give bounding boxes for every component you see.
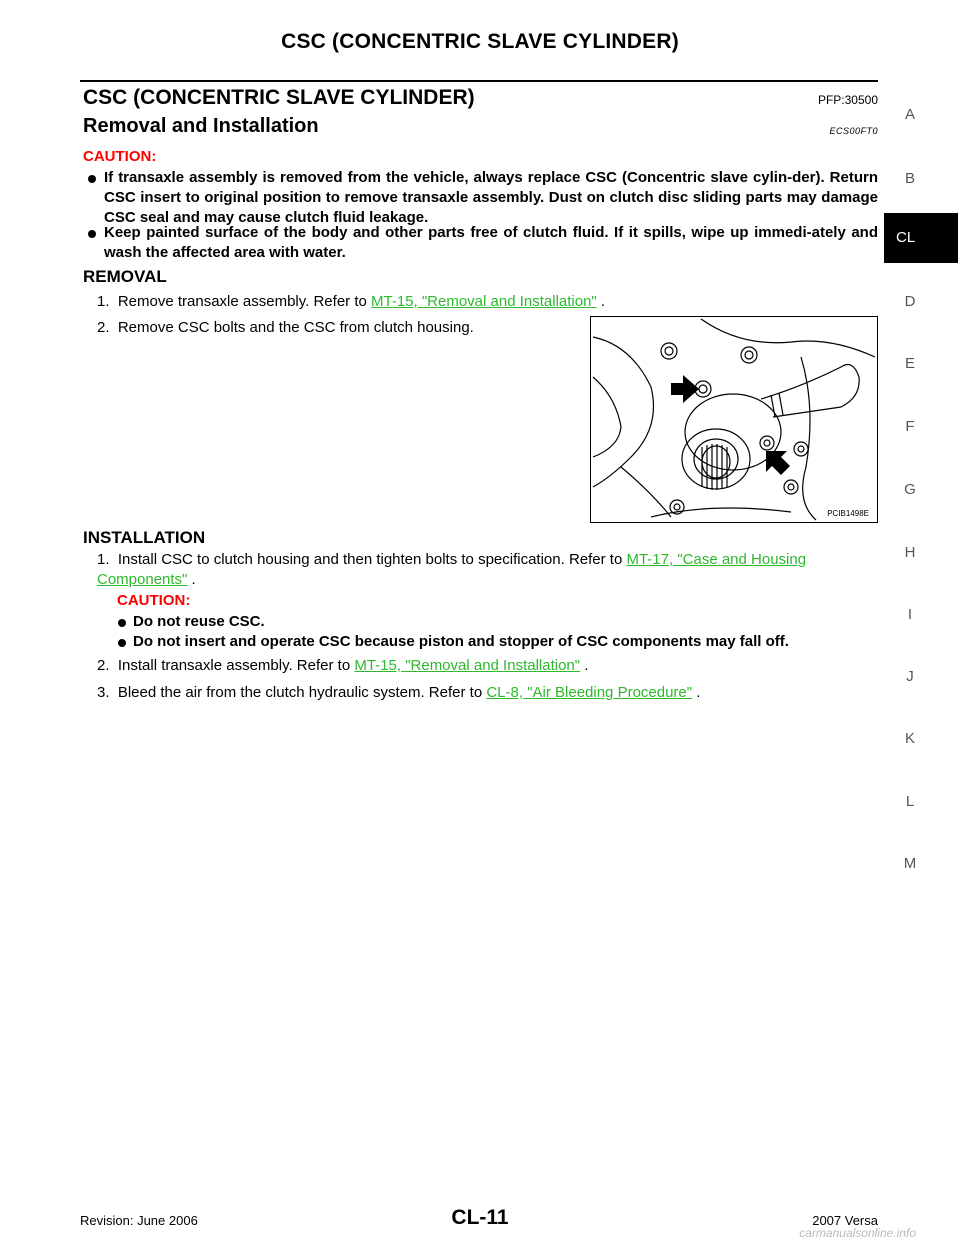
step-text: 3. Bleed the air from the clutch hydraulic system. Refer to <box>97 684 487 701</box>
caution-label: CAUTION: <box>83 148 157 165</box>
installation-caution-1: Do not reuse CSC. <box>133 613 265 630</box>
step-suffix: . <box>580 657 589 674</box>
link-mt17-housing[interactable]: MT-17, "Case and Housing Components" <box>97 551 807 588</box>
side-index-k[interactable]: K <box>904 730 915 747</box>
link-mt15-removal-2[interactable]: MT-15, "Removal and Installation" <box>354 657 581 674</box>
footer-revision: Revision: June 2006 <box>80 1213 198 1228</box>
side-index-f[interactable]: F <box>905 418 915 435</box>
section-title: Removal and Installation <box>83 115 319 137</box>
step-suffix: . <box>596 293 606 310</box>
side-index-l[interactable]: L <box>905 793 915 810</box>
part-code: PFP:30500 <box>817 93 878 107</box>
installation-heading: INSTALLATION <box>83 528 206 547</box>
bullet-dot <box>88 175 96 183</box>
link-cl8-bleeding[interactable]: CL-8, "Air Bleeding Procedure" <box>486 684 693 701</box>
installation-step-2 <box>97 656 588 676</box>
step-suffix: . <box>187 571 196 588</box>
footer-model: 2007 Versa <box>812 1213 878 1228</box>
side-index-e[interactable]: E <box>904 355 915 372</box>
side-index-i[interactable]: I <box>907 606 913 623</box>
section-code: ECS00FT0 <box>829 126 878 136</box>
side-index-a[interactable]: A <box>904 106 915 123</box>
removal-heading: REMOVAL <box>83 267 167 286</box>
side-index-b[interactable]: B <box>904 170 915 187</box>
side-index-g[interactable]: G <box>904 481 916 498</box>
removal-step-2: 2. Remove CSC bolts and the CSC from clutch housing. <box>97 319 474 336</box>
installation-caution-label: CAUTION: <box>117 592 191 609</box>
footer-page-number: CL-11 <box>451 1206 509 1229</box>
step-text: 1. Remove transaxle assembly. Refer to <box>97 293 371 310</box>
side-index-d[interactable]: D <box>904 293 916 310</box>
document-title: CSC (CONCENTRIC SLAVE CYLINDER) <box>83 86 475 109</box>
installation-step-1 <box>97 550 878 590</box>
csc-illustration <box>590 316 878 523</box>
csc-drawing <box>591 317 877 522</box>
side-index-cl-active[interactable]: CL <box>884 213 958 263</box>
installation-caution-2: Do not insert and operate CSC because piston and stopper of CSC components may fall off. <box>133 633 789 650</box>
header-rule <box>80 80 878 82</box>
caution-item-1: If transaxle assembly is removed from the vehicle, always replace CSC (Concentric slave cylin-der). Return CSC insert to original position to remove transaxle assembly. Dust on clutch disc sliding parts may damage CSC seal and may cause clutch fluid leakage. <box>104 169 878 226</box>
step-suffix: . <box>692 684 701 701</box>
pointer-arrow-lower <box>766 451 790 475</box>
removal-step-1 <box>97 292 605 312</box>
pointer-arrow-upper <box>671 375 699 403</box>
figure-label: PCIB1498E <box>827 509 869 518</box>
bullet-dot <box>118 639 126 647</box>
bullet-dot <box>118 619 126 627</box>
side-index-m[interactable]: M <box>903 855 917 872</box>
installation-step-3 <box>97 683 700 703</box>
watermark: carmanualsonline.info <box>799 1226 916 1240</box>
side-index-h[interactable]: H <box>904 544 916 561</box>
bullet-dot <box>88 230 96 238</box>
running-header: CSC (CONCENTRIC SLAVE CYLINDER) <box>281 30 679 53</box>
caution-item-2: Keep painted surface of the body and other parts free of clutch fluid. If it spills, wipe up immedi-ately and wash the affected area with water. <box>104 224 878 261</box>
step-text: 1. Install CSC to clutch housing and then tighten bolts to specification. Refer to <box>97 551 627 568</box>
step-text: 2. Install transaxle assembly. Refer to <box>97 657 355 674</box>
link-mt15-removal[interactable]: MT-15, "Removal and Installation" <box>371 293 597 310</box>
side-index-j[interactable]: J <box>906 668 914 685</box>
